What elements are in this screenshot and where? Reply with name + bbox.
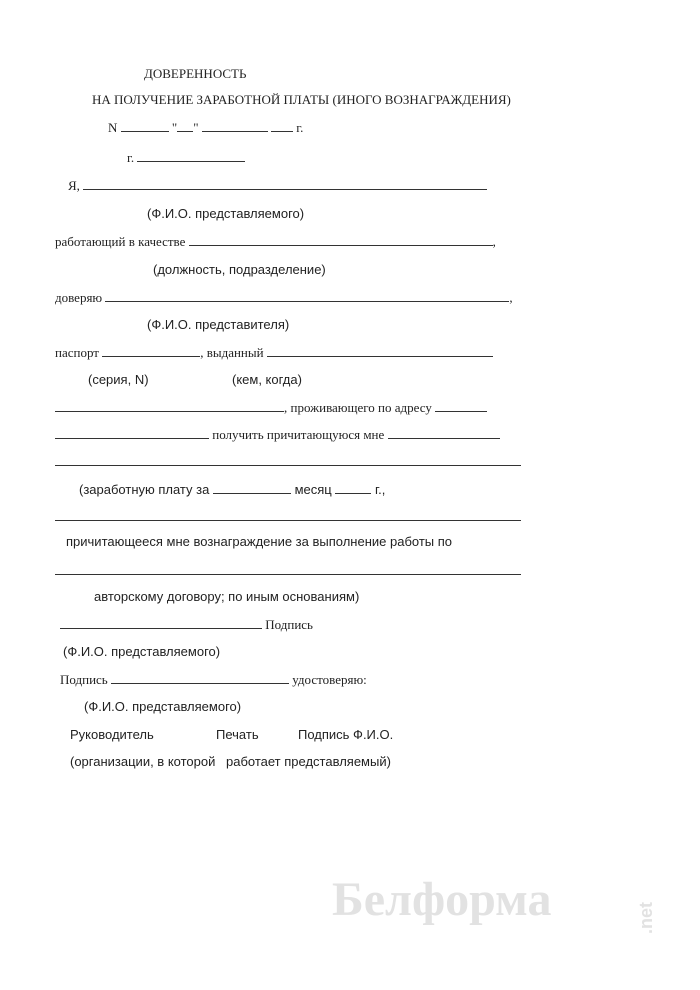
contract-text: авторскому договору; по иным основаниям) [94,589,360,604]
signature-label: Подпись [265,617,313,632]
document-title: ДОВЕРЕННОСТЬ [144,66,247,81]
hint-series: (серия, N) [88,372,149,387]
head-label: Руководитель [70,727,154,742]
receive-blank[interactable] [388,427,500,439]
certify-line [60,672,367,688]
org-hint-2: работает представляемый) [226,754,391,769]
signature-line [60,617,313,633]
trust-line [55,290,513,306]
hint-fio-representative: (Ф.И.О. представителя) [147,317,290,332]
signature-fio-blank[interactable] [60,617,262,629]
number-blank[interactable] [121,120,169,132]
city-prefix: г. [127,150,135,165]
represented-line [68,178,487,194]
month-blank[interactable] [202,120,268,132]
quote-open: " [171,120,178,135]
passport-issued-blank[interactable] [267,345,493,357]
receive-line [55,427,500,443]
salary-period-blank[interactable] [213,482,291,494]
hint-position: (должность, подразделение) [153,262,326,277]
passport-line [55,345,493,361]
document-subtitle: НА ПОЛУЧЕНИЕ ЗАРАБОТНОЙ ПЛАТЫ (ИНОГО ВОЗНАГРАЖДЕНИЯ) [92,92,511,107]
salary-line [79,482,385,498]
trust-comma: , [509,290,513,305]
ya-label: Я, [68,178,80,193]
address-blank[interactable] [435,400,487,412]
number-label: N [108,120,118,135]
position-blank[interactable] [189,234,493,246]
trust-label: доверяю [55,290,103,305]
hint-fio-represented-3: (Ф.И.О. представляемого) [84,699,242,714]
certify-label: Подпись [60,672,108,687]
residing-label: , проживающего по адресу [284,400,432,415]
org-hint-1: (организации, в которой [70,754,216,769]
working-as-comma: , [492,234,496,249]
quote-close: " [193,120,199,135]
watermark-tld: .net [636,901,656,934]
city-line [127,150,245,166]
city-blank[interactable] [137,150,245,162]
passport-label: паспорт [55,345,99,360]
salary-month-label: месяц [294,482,332,497]
full-line-1[interactable] [55,465,521,466]
passport-number-blank[interactable] [102,345,200,357]
working-as-label: работающий в качестве [55,234,186,249]
salary-year-blank[interactable] [335,482,371,494]
representative-name-blank[interactable] [105,290,509,302]
day-blank[interactable] [177,120,193,132]
certify-suffix: удостоверяю: [292,672,367,687]
salary-label: (заработную плату за [79,482,210,497]
sign-fio-label: Подпись Ф.И.О. [298,727,394,742]
address-cont-blank[interactable] [55,427,209,439]
full-line-3[interactable] [55,574,521,575]
watermark-brand: Белформа [332,873,552,926]
certify-blank[interactable] [111,672,289,684]
hint-by-when: (кем, когда) [232,372,302,387]
year-suffix: г. [296,120,304,135]
receive-label: получить причитающуюся мне [212,427,385,442]
hint-fio-represented: (Ф.И.О. представляемого) [147,206,305,221]
number-line [108,120,303,136]
passport-cont-blank[interactable] [55,400,284,412]
stamp-label: Печать [216,727,259,742]
represented-name-blank[interactable] [83,178,487,190]
full-line-2[interactable] [55,520,521,521]
remuneration-text: причитающееся мне вознаграждение за выполнение работы по [66,534,453,549]
hint-fio-represented-2: (Ф.И.О. представляемого) [63,644,221,659]
year-blank[interactable] [271,120,293,132]
working-as-line [55,234,496,250]
passport-issued: , выданный [200,345,264,360]
residing-line [55,400,487,416]
salary-year-label: г., [375,482,386,497]
